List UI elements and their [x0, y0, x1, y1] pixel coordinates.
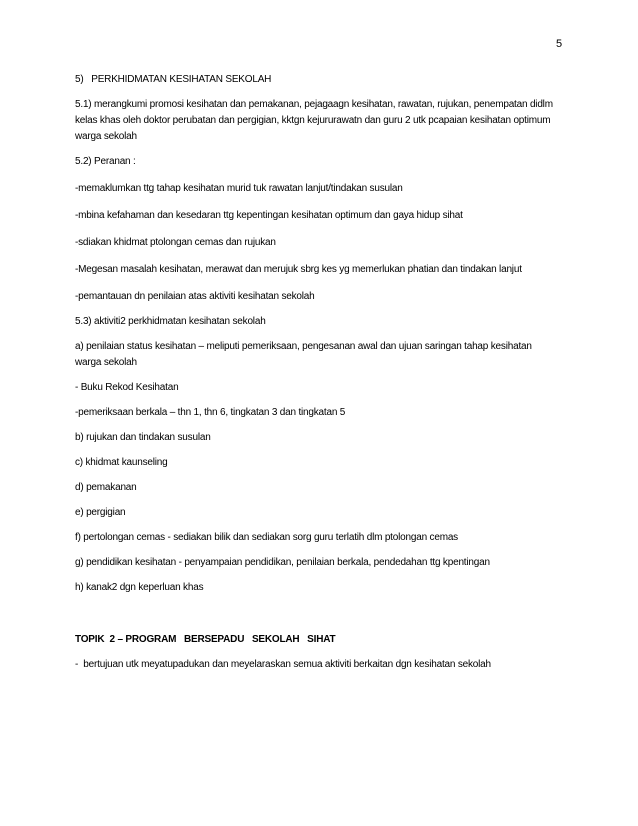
list-item: - Buku Rekod Kesihatan: [75, 382, 179, 393]
topic-heading: TOPIK 2 – PROGRAM BERSEPADU SEKOLAH SIHAT: [75, 634, 336, 645]
topic-paragraph: - bertujuan utk meyatupadukan dan meyelaraskan semua aktiviti berkaitan dgn kesihatan sekolah: [75, 659, 491, 670]
list-item: a) penilaian status kesihatan – meliputi pemeriksaan, pengesanan awal dan ujuan saringan tahap kesihatan warga sekolah: [75, 341, 535, 368]
page-number: 5: [556, 38, 563, 50]
list-item: -pemantauan dn penilaian atas aktiviti kesihatan sekolah: [75, 291, 315, 302]
list-item: f) pertolongan cemas - sediakan bilik dan sediakan sorg guru terlatih dlm ptolongan cemas: [75, 532, 458, 543]
paragraph-5-1: 5.1) merangkumi promosi kesihatan dan pemakanan, pejagaagn kesihatan, rawatan, rujukan, penempatan didlm kelas khas oleh doktor perubatan dan pergigian, kktgn kejururawatn dan guru 2 utk pcapaian kesihatan optimum warga sekolah: [75, 99, 556, 142]
paragraph-5-3: 5.3) aktiviti2 perkhidmatan kesihatan sekolah: [75, 316, 266, 327]
section-heading: 5) PERKHIDMATAN KESIHATAN SEKOLAH: [75, 74, 272, 85]
list-item: -mbina kefahaman dan kesedaran ttg kepentingan kesihatan optimum dan gaya hidup sihat: [75, 210, 463, 221]
list-item: d) pemakanan: [75, 482, 137, 493]
list-item: e) pergigian: [75, 507, 126, 518]
document-body: [75, 72, 555, 673]
list-item: -sdiakan khidmat ptolongan cemas dan rujukan: [75, 237, 276, 248]
list-item: c) khidmat kaunseling: [75, 457, 168, 468]
list-item: g) pendidikan kesihatan - penyampaian pendidikan, penilaian berkala, pendedahan ttg kpentingan: [75, 557, 490, 568]
list-item: -Megesan masalah kesihatan, merawat dan merujuk sbrg kes yg memerlukan phatian dan tindakan lanjut: [75, 264, 522, 275]
list-item: b) rujukan dan tindakan susulan: [75, 432, 211, 443]
list-item: -memaklumkan ttg tahap kesihatan murid tuk rawatan lanjut/tindakan susulan: [75, 183, 403, 194]
list-item: -pemeriksaan berkala – thn 1, thn 6, tingkatan 3 dan tingkatan 5: [75, 407, 346, 418]
list-item: h) kanak2 dgn keperluan khas: [75, 582, 204, 593]
paragraph-5-2: 5.2) Peranan :: [75, 156, 136, 167]
